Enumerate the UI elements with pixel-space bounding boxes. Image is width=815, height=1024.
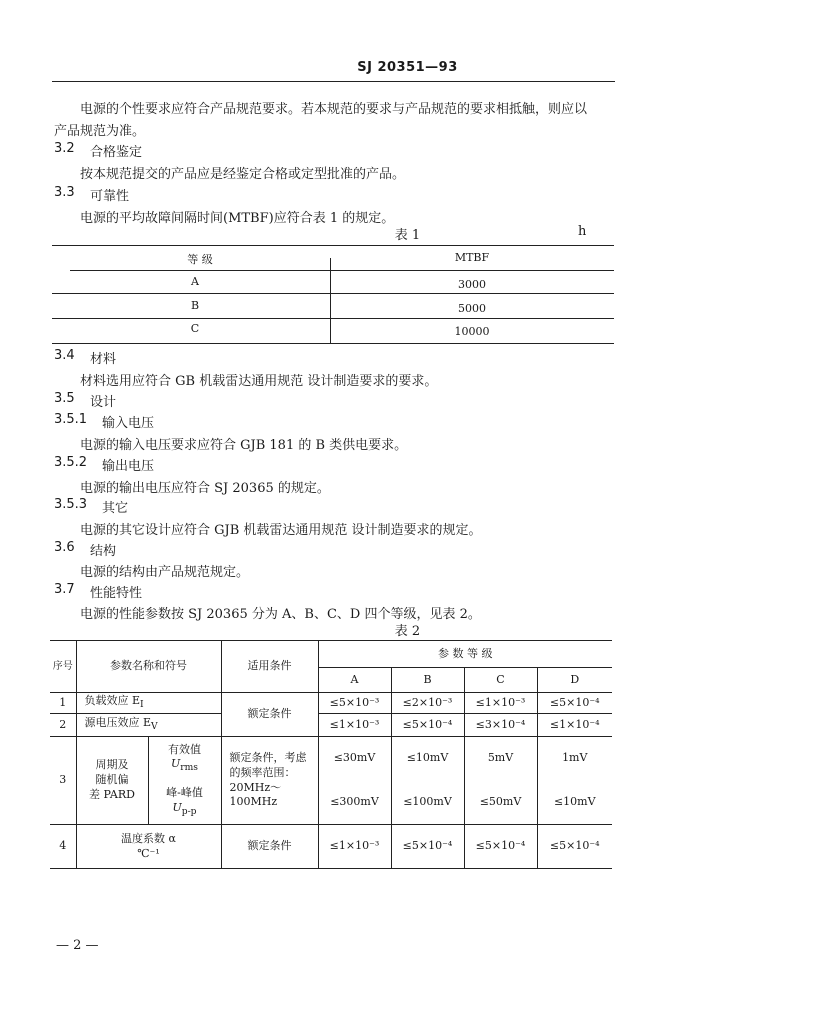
table2-grade-label: D	[537, 668, 612, 693]
table2-condition: 额定条件	[221, 825, 318, 869]
section-title: 结构	[90, 544, 117, 559]
section-title: 其它	[102, 501, 129, 516]
section-number: 3.3	[54, 185, 75, 200]
section-title: 合格鉴定	[90, 145, 143, 160]
table2-value: ≤5×10⁻⁴	[537, 693, 612, 714]
table1-header-grade: 等 级	[187, 253, 213, 266]
section-number: 3.5	[54, 391, 75, 406]
table2-value: ≤30mV	[318, 737, 391, 781]
page-number: — 2 —	[56, 938, 99, 953]
section-number: 3.5.2	[54, 455, 88, 470]
table2-value: ≤5×10⁻⁴	[391, 825, 464, 869]
table2-value: ≤300mV	[318, 781, 391, 825]
table2-condition: 额定条件	[221, 693, 318, 737]
table1-bottom-rule	[52, 343, 614, 344]
table2-value: ≤100mV	[391, 781, 464, 825]
section-title: 输出电压	[102, 459, 155, 474]
table2-value: ≤1×10⁻³	[318, 825, 391, 869]
table2-param-name: 温度系数 α ℃⁻¹	[76, 825, 221, 869]
table2-value: ≤2×10⁻³	[391, 693, 464, 714]
table1-cell-grade: A	[191, 275, 199, 288]
table2-param-name: 负载效应 $E_I$	[76, 693, 221, 714]
table2-param-rms: 有效值 $U_{rms}$	[148, 737, 221, 781]
section-number: 3.5.1	[54, 412, 88, 427]
section-text: 电源的性能参数按 SJ 20365 分为 A、B、C、D 四个等级，见表 2。	[80, 607, 481, 622]
table2-value: ≤5×10⁻⁴	[391, 714, 464, 737]
table1-cell-mtbf: 5000	[458, 302, 486, 315]
table2-value: ≤10mV	[391, 737, 464, 781]
section-text: 电源的输入电压要求应符合 GJB 181 的 B 类供电要求。	[80, 438, 408, 453]
table2-value: ≤1×10⁻⁴	[537, 714, 612, 737]
section-text: 电源的平均故障间隔时间(MTBF)应符合表 1 的规定。	[80, 211, 395, 226]
table2-header-grade: 参 数 等 级	[318, 641, 612, 668]
table2-header-condition: 适用条件	[221, 641, 318, 693]
table1-header-rule	[70, 270, 614, 271]
table1-row-rule	[52, 318, 614, 319]
table2-row-index: 4	[50, 825, 76, 869]
section-number: 3.6	[54, 540, 75, 555]
table2-value: 5mV	[464, 737, 537, 781]
section-title: 性能特性	[90, 586, 143, 601]
table2-grade-label: A	[318, 668, 391, 693]
table2	[50, 640, 612, 869]
table2-value: ≤5×10⁻³	[318, 693, 391, 714]
table2-value: ≤1×10⁻³	[464, 693, 537, 714]
table1-cell-grade: C	[190, 322, 200, 335]
section-title: 材料	[90, 352, 117, 367]
section-text: 电源的其它设计应符合 GJB 机载雷达通用规范 设计制造要求的规定。	[80, 523, 482, 538]
table2-row-index: 1	[50, 693, 76, 714]
section-text: 材料选用应符合 GB 机载雷达通用规范 设计制造要求的要求。	[80, 374, 438, 389]
table2-value: 1mV	[537, 737, 612, 781]
table2-value: ≤50mV	[464, 781, 537, 825]
paragraph-line: 电源的个性要求应符合产品规范要求。若本规范的要求与产品规范的要求相抵触，则应以	[80, 102, 588, 117]
table2-condition: 额定条件，考虑 的频率范围： 20MHz～ 100MHz	[221, 737, 318, 825]
table2-value: ≤3×10⁻⁴	[464, 714, 537, 737]
table2-row-index: 2	[50, 714, 76, 737]
table1-cell-grade: B	[190, 299, 200, 312]
header-rule	[52, 81, 615, 82]
table2-value: ≤10mV	[537, 781, 612, 825]
section-text: 电源的结构由产品规范规定。	[80, 565, 250, 580]
paragraph-line: 产品规范为准。	[54, 124, 146, 139]
table1-row-rule	[52, 293, 614, 294]
table2-value: ≤1×10⁻³	[318, 714, 391, 737]
table2-header-param: 参数名称和符号	[76, 641, 221, 693]
table2-param-pp: 峰-峰值 $U_{p-p}$	[148, 781, 221, 825]
table2-param-name: 源电压效应 $E_V$	[76, 714, 221, 737]
table1-cell-mtbf: 3000	[458, 278, 486, 291]
table2-param-group: 周期及 随机偏 差 PARD	[76, 737, 148, 825]
table1-cell-mtbf: 10000	[454, 325, 490, 338]
section-text: 电源的输出电压应符合 SJ 20365 的规定。	[80, 481, 330, 496]
section-text: 按本规范提交的产品应是经鉴定合格或定型批准的产品。	[80, 167, 406, 182]
section-number: 3.4	[54, 348, 75, 363]
table2-caption: 表 2	[394, 624, 421, 639]
section-title: 可靠性	[90, 189, 130, 204]
table1-header-mtbf: MTBF	[454, 251, 490, 264]
section-number: 3.7	[54, 582, 75, 597]
table2-grade-label: C	[464, 668, 537, 693]
table2-value: ≤5×10⁻⁴	[464, 825, 537, 869]
section-title: 设计	[90, 395, 117, 410]
table1-unit: h	[578, 224, 587, 239]
table1-top-rule	[52, 245, 614, 246]
table2-value: ≤5×10⁻⁴	[537, 825, 612, 869]
table2-header-index: 序号	[50, 641, 76, 693]
document-code: SJ 20351—93	[357, 60, 458, 75]
section-number: 3.2	[54, 141, 75, 156]
section-number: 3.5.3	[54, 497, 88, 512]
table2-row-index: 3	[50, 737, 76, 825]
table1-caption: 表 1	[394, 228, 421, 243]
section-title: 输入电压	[102, 416, 155, 431]
table2-grade-label: B	[391, 668, 464, 693]
